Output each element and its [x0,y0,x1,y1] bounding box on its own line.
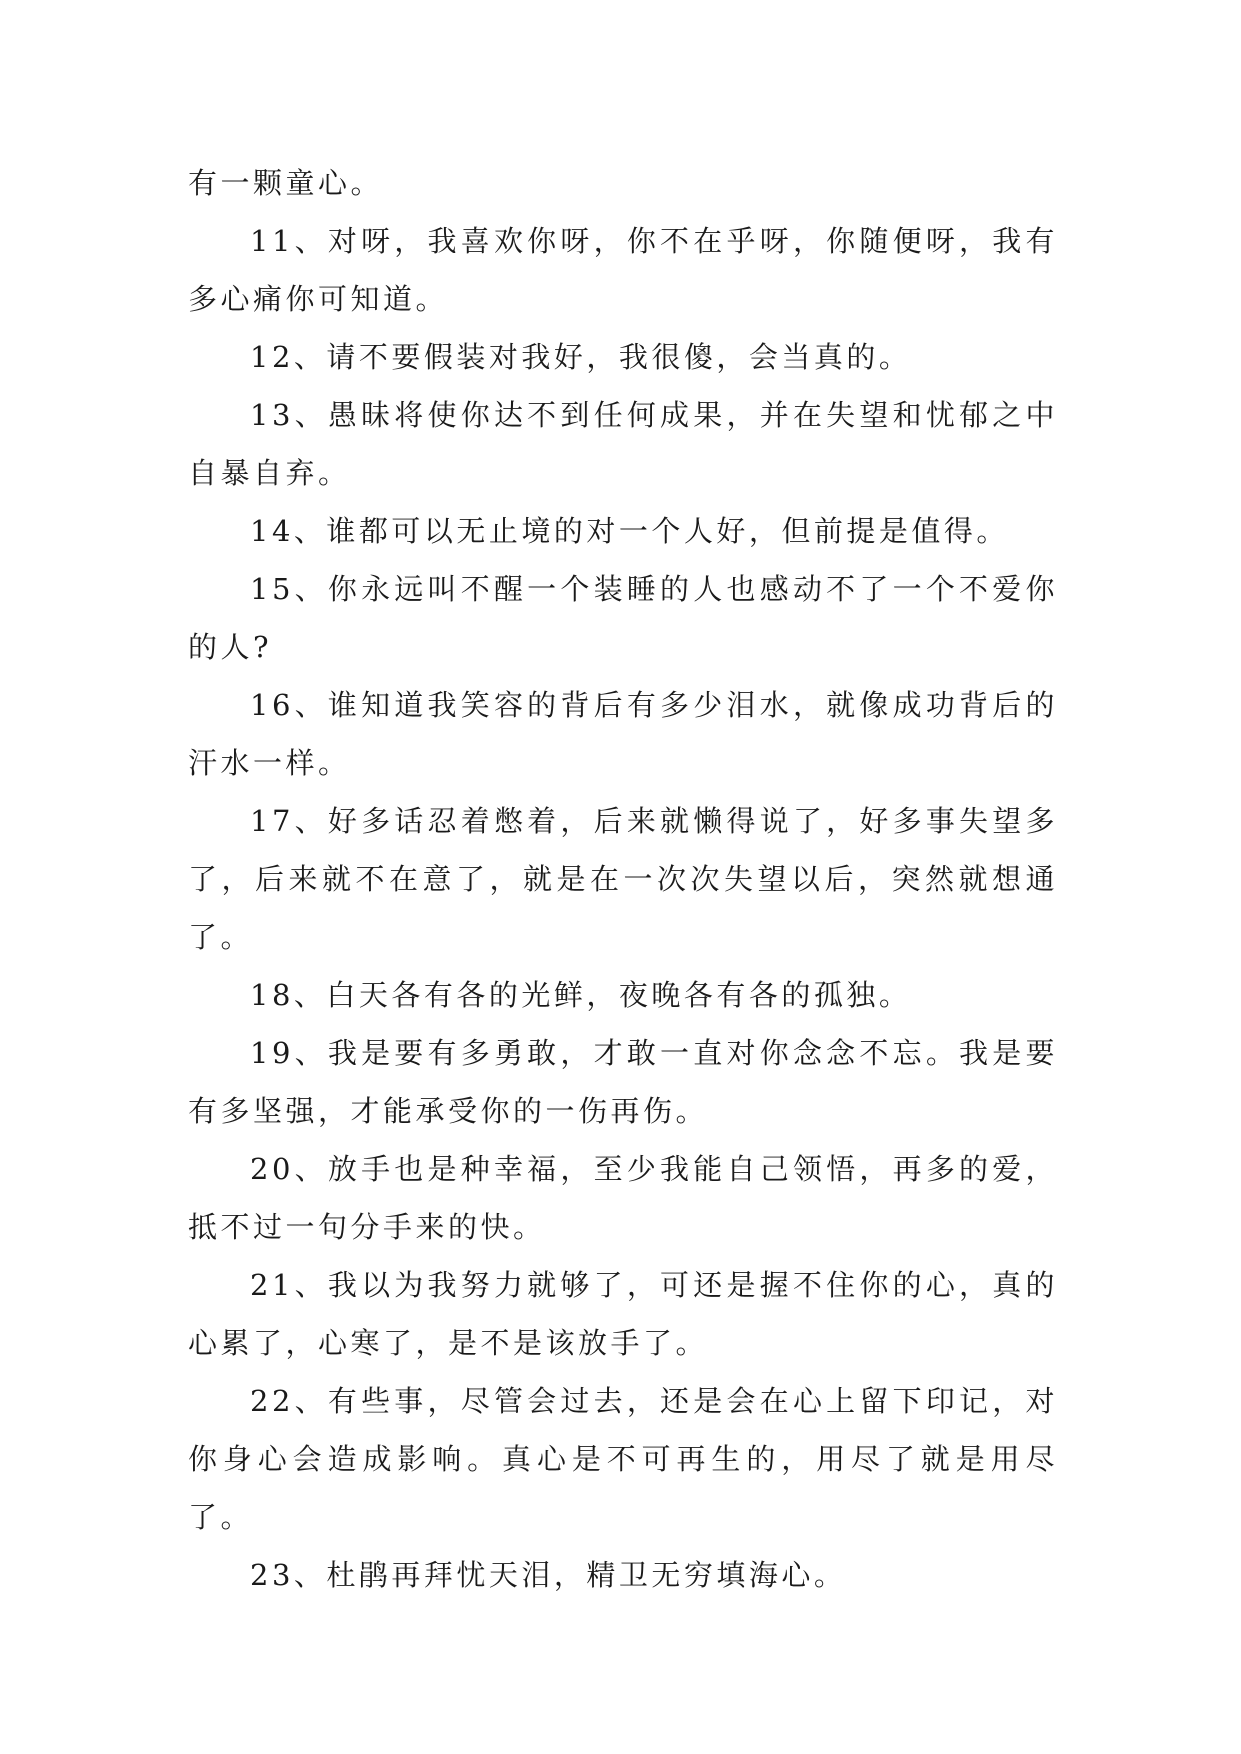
paragraph-continuation: 有一颗童心。 [188,166,384,200]
paragraph-item-16: 16、谁知道我笑容的背后有多少泪水，就像成功背后的汗水一样。 [188,688,1058,780]
paragraph-item-19: 19、我是要有多勇敢，才敢一直对你念念不忘。我是要有多坚强，才能承受你的一伤再伤。 [188,1036,1058,1128]
paragraph-item-15: 15、你永远叫不醒一个装睡的人也感动不了一个不爱你的人? [188,572,1058,664]
paragraph-item-23: 23、杜鹃再拜忧天泪，精卫无穷填海心。 [250,1558,847,1592]
paragraph-item-14: 14、谁都可以无止境的对一个人好，但前提是值得。 [250,514,1009,548]
paragraph-item-17: 17、好多话忍着憋着，后来就懒得说了，好多事失望多了，后来就不在意了，就是在一次次失望以后，突然就想通了。 [188,804,1058,954]
paragraph-item-13: 13、愚昧将使你达不到任何成果，并在失望和忧郁之中自暴自弃。 [188,398,1058,490]
paragraph-item-22: 22、有些事，尽管会过去，还是会在心上留下印记，对你身心会造成影响。真心是不可再生的，用尽了就是用尽了。 [188,1384,1058,1534]
paragraph-item-18: 18、白天各有各的光鲜，夜晚各有各的孤独。 [250,978,912,1012]
paragraph-item-21: 21、我以为我努力就够了，可还是握不住你的心，真的心累了，心寒了，是不是该放手了。 [188,1268,1058,1360]
paragraph-item-20: 20、放手也是种幸福，至少我能自己领悟，再多的爱，抵不过一句分手来的快。 [188,1152,1058,1244]
document-body [188,154,1058,1604]
paragraph-item-11: 11、对呀，我喜欢你呀，你不在乎呀，你随便呀，我有多心痛你可知道。 [188,224,1058,316]
paragraph-item-12: 12、请不要假装对我好，我很傻，会当真的。 [250,340,912,374]
